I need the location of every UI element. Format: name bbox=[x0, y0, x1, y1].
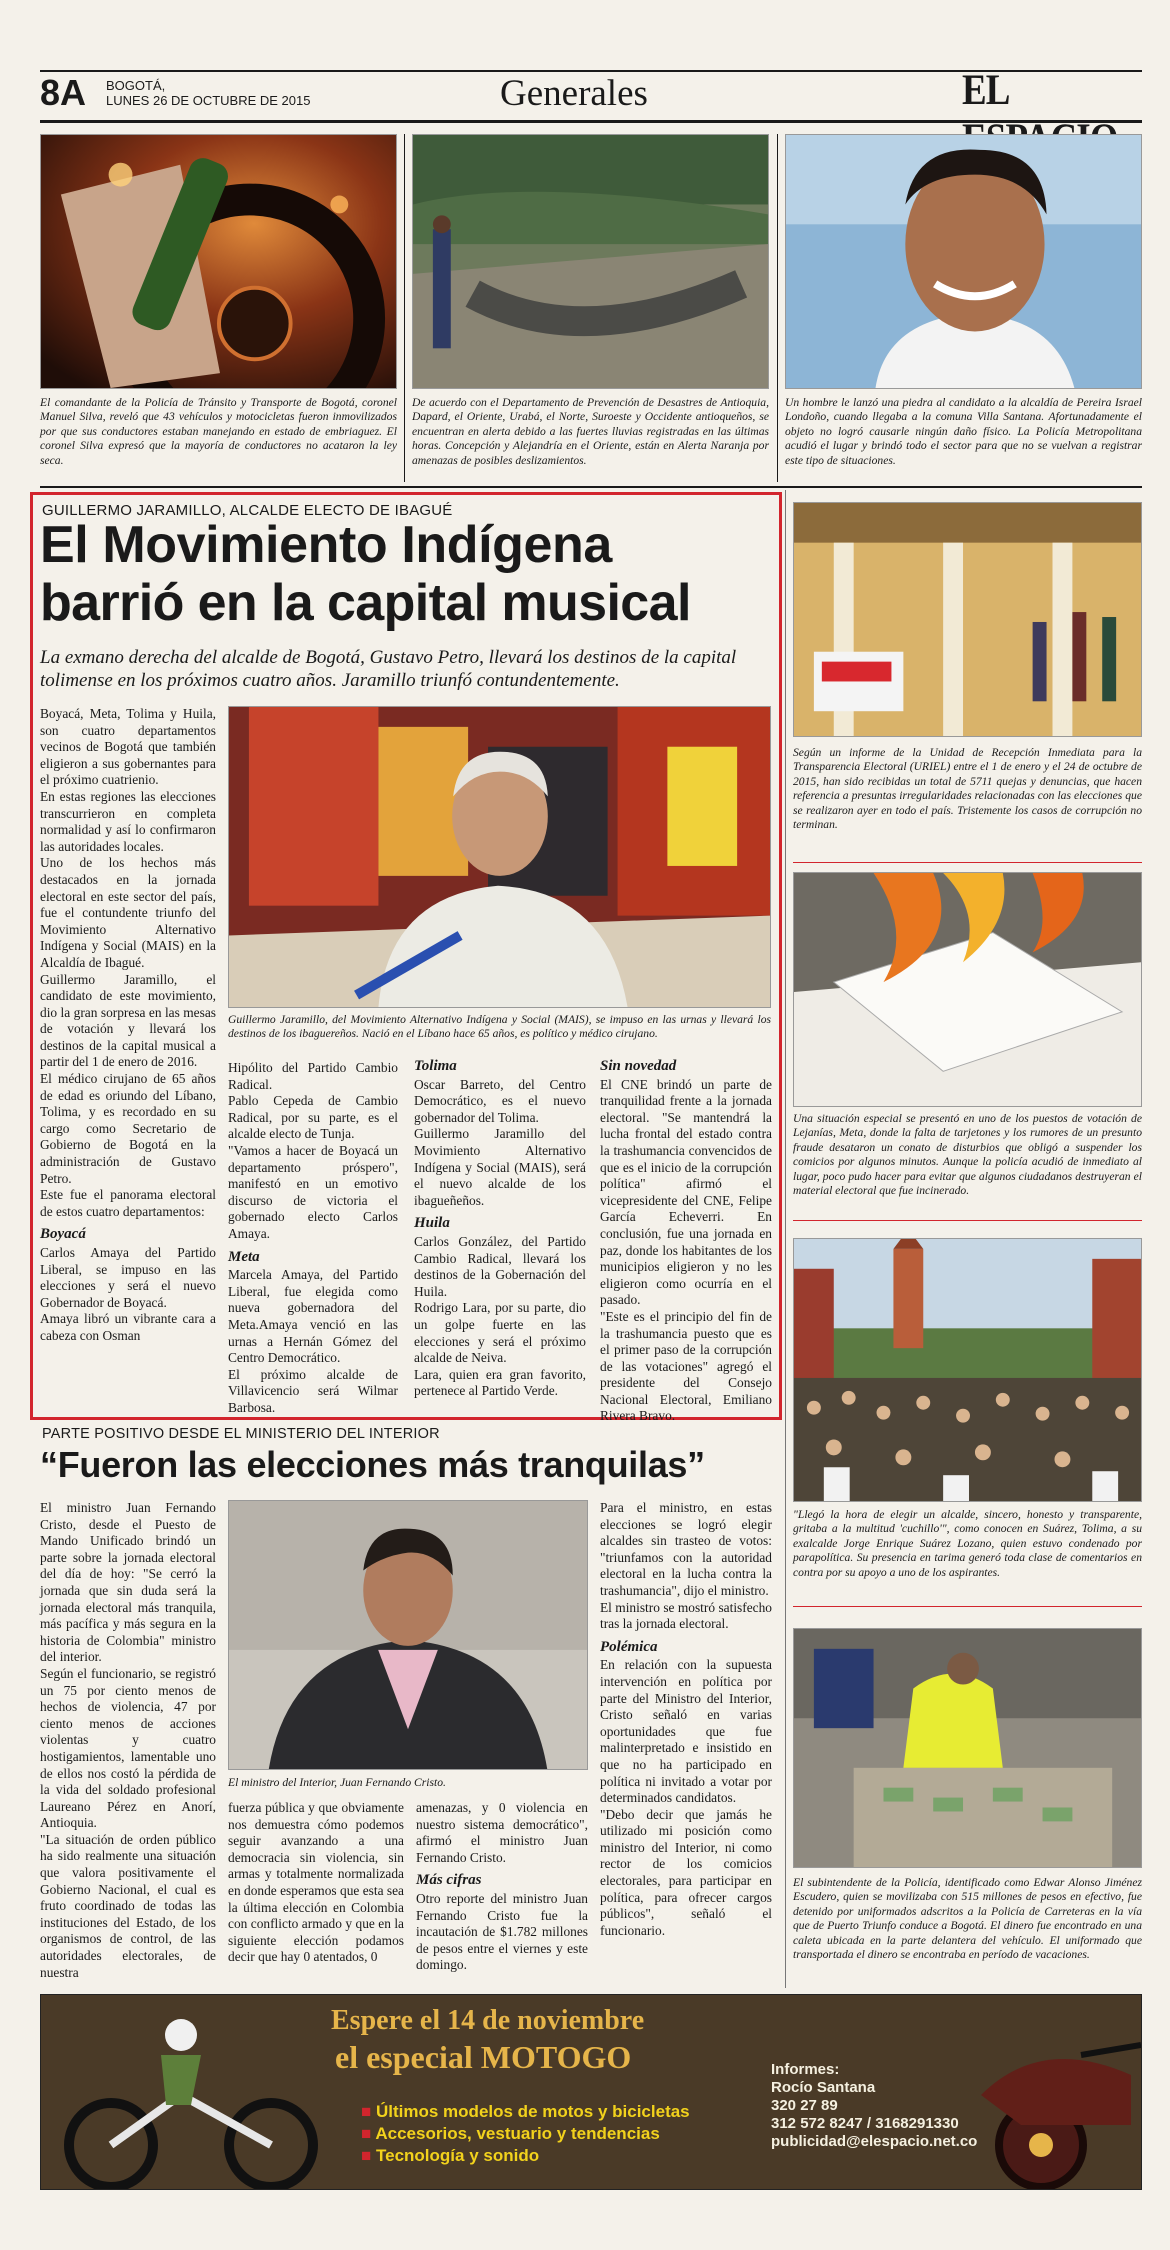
subhead-mas-cifras: Más cifras bbox=[416, 1872, 482, 1889]
paragraph: amenazas, y 0 violencia en nuestro sistema democrático", afirmó el ministro Juan Fernando Cristo. bbox=[416, 1800, 588, 1865]
article1-col3 bbox=[414, 1058, 586, 1400]
brand-logo: EL bbox=[962, 67, 1008, 114]
page-number: 8A bbox=[40, 72, 87, 113]
ad-headline-line2: el especial MOTOGO bbox=[335, 2039, 632, 2075]
paragraph: Boyacá, Meta, Tolima y Huila, son cuatro departamentos vecinos de Bogotá que también eligieron a sus gobernantes para el próximo cuatrienio. bbox=[40, 706, 216, 788]
subhead-polemica: Polémica bbox=[600, 1638, 658, 1655]
paragraph: El médico cirujano de 65 años de edad es oriundo del Líbano, Tolima, y es recordado en su cargo como Secretario de Gobierno de Bogotá en la administración de Gustavo Petro. bbox=[40, 1071, 216, 1186]
paragraph: El ministro Juan Fernando Cristo, desde el Puesto de Mando Unificado brindó un parte sobre la jornada electoral del día de hoy: "Se cerró la jornada que sin duda será la jornada electoral más tranquila, más pacífica y más segura en la historia de Colombia" ministro del interior. bbox=[40, 1500, 216, 1665]
article2-headline: “Fueron las elecciones más tranquilas” bbox=[40, 1444, 705, 1485]
photo-rain-landslide bbox=[412, 134, 769, 389]
paragraph: "Vamos a hacer de Boyacá un departamento próspero", manifestó en un emotivo discurso de victoria el gobernado electo Carlos Amaya. bbox=[228, 1142, 398, 1241]
photo-polling-station bbox=[793, 502, 1142, 737]
paragraph: Para el ministro, en estas elecciones se logró elegir alcaldes sin trasteo de votos: "triunfamos con la autoridad electoral en la lucha contra la trashumancia", dijo el ministro. bbox=[600, 1500, 772, 1598]
section-title: Generales bbox=[500, 73, 648, 114]
photo-candidate-londono bbox=[785, 134, 1142, 389]
ad-phone: 312 572 8247 / 3168291330 bbox=[771, 2115, 959, 2132]
ad-bullets bbox=[361, 2101, 690, 2167]
article1-kicker: GUILLERMO JARAMILLO, ALCALDE ELECTO DE IBAGUÉ bbox=[42, 502, 453, 519]
ad-bullet: ■ Tecnología y sonido bbox=[361, 2146, 540, 2165]
sidebar-caption-1: Según un informe de la Unidad de Recepción Inmediata para la Transparencia Electoral (URIEL) entre el 1 de enero y el 24 de octubre de 2015, han sido recibidas un total de 5711 quejas y denuncias, que hacen referencia a presuntas irregularidades relacionadas con las elecciones que se realizaron ayer en todo el país. Tristemente los casos de corrupción no terminan. bbox=[793, 746, 1142, 832]
paragraph: Guillermo Jaramillo, el candidato de este movimiento, dio la gran sorpresa en las mesas de votación y llevará los destinos de la capital musical a partir del 1 de enero de 2016. bbox=[40, 971, 216, 1070]
paragraph: Pablo Cepeda de Cambio Radical, por su parte, es el alcalde electo de Tunja. bbox=[228, 1093, 398, 1142]
paragraph: Lara, quien era gran favorito, pertenece al Partido Verde. bbox=[414, 1366, 586, 1399]
paragraph: Uno de los hechos más destacados en la jornada electoral en este sector del país, fue el contundente triunfo del Movimiento Alternativo Indígena y Social (MAIS) en la Alcaldía de Ibagué. bbox=[40, 855, 216, 970]
ad-headline-line1: Espere el 14 de noviembre bbox=[331, 2005, 645, 2036]
subhead-meta: Meta bbox=[228, 1248, 260, 1265]
paragraph: Rodrigo Lara, por su parte, dio un golpe fuerte en las elecciones y será el próximo alcalde de Neiva. bbox=[414, 1300, 586, 1366]
article1-headline-line1: El Movimiento Indígena bbox=[40, 516, 612, 574]
photo-burning-ballots bbox=[793, 872, 1142, 1107]
paragraph: El ministro se mostró satisfecho tras la jornada electoral. bbox=[600, 1599, 772, 1632]
ad-bullet: ■ Últimos modelos de motos y bicicletas bbox=[361, 2102, 690, 2121]
paragraph: "Debo decir que jamás he utilizado mi posición como ministro del Interior, ni como rector de los comicios electorales, para participar en política, para ofrecer cargos públicos", señaló el funcionario. bbox=[600, 1806, 772, 1938]
paragraph: Este fue el panorama electoral de estos cuatro departamentos: bbox=[40, 1187, 216, 1219]
article1-col1 bbox=[40, 706, 216, 1345]
subhead-huila: Huila bbox=[414, 1215, 450, 1232]
motogo-ad bbox=[40, 1994, 1142, 2190]
paragraph: Oscar Barreto, del Centro Democrático, es el nuevo gobernador del Tolima. bbox=[414, 1076, 586, 1125]
photo-guillermo-jaramillo bbox=[228, 706, 771, 1008]
paragraph: Amaya libró un vibrante cara a cabeza con Osman bbox=[40, 1311, 216, 1343]
paragraph: "La situación de orden público ha sido realmente una situación que valora positivamente el Gobierno Nacional, el cual es fruto coordinado de todas las instituciones del Estado, de los organismos de control, de las autoridades electorales, de nuestra bbox=[40, 1831, 216, 1980]
top-caption-3: Un hombre le lanzó una piedra al candidato a la alcaldía de Pereira Israel Londoño, cuando llegaba a la comuna Villa Santana. Afortunadamente el objeto no logró causarle ningún daño físico. La Policía Metropolitana acudió el lugar y brindó todo el sector para que no se vuelvan a registrar este tipo de situaciones. bbox=[785, 396, 1142, 467]
ad-email: publicidad@elespacio.net.co bbox=[771, 2133, 978, 2150]
dateline bbox=[106, 78, 310, 108]
ad-bullet: ■ Accesorios, vestuario y tendencias bbox=[361, 2124, 660, 2143]
top-caption-2: De acuerdo con el Departamento de Prevención de Desastres de Antioquia, Dapard, el Oriente, Urabá, el Norte, Suroeste y Occidente antioqueños, se encuentran en alerta debido a las fuertes lluvias registradas en las últimas horas. Concepción y Alejandría en el Oriente, están en Alerta Naranja por amenazas de posibles deslizamientos. bbox=[412, 396, 769, 467]
article2-kicker: PARTE POSITIVO DESDE EL MINISTERIO DEL INTERIOR bbox=[42, 1426, 440, 1442]
article2-col3 bbox=[416, 1800, 588, 1974]
subhead-boyaca: Boyacá bbox=[40, 1226, 86, 1243]
article2-col2 bbox=[228, 1800, 404, 1966]
photo-police-money bbox=[793, 1628, 1142, 1868]
paragraph: Según el funcionario, se registró un 75 por ciento menos de hechos de violencia, 47 por ciento menos de acciones violentas y cuatro hostigamientos, lamentable uno de ellos nos costó la pérdida de la vida del soldado profesional Laureano Pérez en Anorí, Antioquia. bbox=[40, 1665, 216, 1831]
article1-col2 bbox=[228, 1060, 398, 1416]
ad-contact bbox=[771, 2061, 977, 2151]
photo-minister-cristo bbox=[228, 1500, 588, 1770]
article1-deck: La exmano derecha del alcalde de Bogotá, Gustavo Petro, llevará los destinos de la capital tolimense en los próximos cuatro años. Jaramillo triunfó contundentemente. bbox=[40, 647, 737, 691]
article1-col4 bbox=[600, 1058, 772, 1425]
paragraph: El CNE brindó un parte de tranquilidad frente a la jornada electoral. "Se mantendrá la lucha frontal del estado contra la trashumancia convencidos de que es el inicio de la corrupción política" afirmó el vicepresidente del CNE, Felipe García Echeverri. En conclusión, fue una jornada en paz, donde los habitantes de los municipios eligieron y no les eligieron como ocurría en el pasado. bbox=[600, 1076, 772, 1308]
article1-photo-caption: Guillermo Jaramillo, del Movimiento Alternativo Indígena y Social (MAIS), se impuso en las urnas y llevará los destinos de los ibaguereños. Nació en el Líbano hace 65 años, es político y médico cirujano. bbox=[228, 1013, 771, 1041]
ad-contact-name: Rocío Santana bbox=[771, 2079, 876, 2096]
top-caption-1: El comandante de la Policía de Tránsito y Transporte de Bogotá, coronel Manuel Silva, reveló que 43 vehículos y motocicletas fueron inmovilizados por que sus conductores estaban manejando en estado de embriaguez. El coronel Silva expresó que la mayoría de conductores no acataron la ley seca. bbox=[40, 396, 397, 467]
paragraph: Marcela Amaya, del Partido Liberal, fue elegida como nueva gobernadora del Meta.Amaya venció en las urnas a Hernán Gómez del Centro Democrático. bbox=[228, 1267, 398, 1366]
dateline-city: BOGOTÁ, bbox=[106, 78, 166, 93]
paragraph: En relación con la supuesta intervención en política por parte del Ministro del Interior, Cristo señaló en varias oportunidades que fue malinterpretado e insistido en que no ha participado en política ni invitado a votar por determinados candidatos. bbox=[600, 1657, 772, 1806]
paragraph: "Este es el principio del fin de la trashumancia puesto que es el primer paso de la corrupción de las votaciones" agregó el presidente del Consejo Nacional Electoral, Emiliano Rivera Bravo. bbox=[600, 1308, 772, 1424]
paragraph: Carlos González, del Partido Cambio Radical, llevará los destinos de la Gobernación del Huila. bbox=[414, 1233, 586, 1299]
subhead-sin-novedad: Sin novedad bbox=[600, 1058, 677, 1074]
paragraph: El próximo alcalde de Villavicencio será Wilmar Barbosa. bbox=[228, 1366, 398, 1415]
dateline-date: LUNES 26 DE OCTUBRE DE 2015 bbox=[106, 93, 311, 108]
photo-crowd-rally bbox=[793, 1238, 1142, 1502]
paragraph: Hipólito del Partido Cambio Radical. bbox=[228, 1060, 398, 1092]
ad-contact-label: Informes: bbox=[771, 2061, 840, 2078]
subhead-tolima: Tolima bbox=[414, 1058, 457, 1074]
sidebar-caption-4: El subintendente de la Policía, identificado como Edwar Alonso Jiménez Escudero, quien se movilizaba con 515 millones de pesos en efectivo, fue detenido por uniformados adscritos a la Policía de Carreteras en la vía que de Puerto Triunfo conduce a Bogotá. El dinero fue encontrado en una caleta ubicada en la parte delantera del vehículo. El uniformado que transportada el dinero se encontraba en período de vacaciones. bbox=[793, 1876, 1142, 1962]
paragraph: fuerza pública y que obviamente nos demuestra cómo podemos seguir avanzando a una democracia sin violencia, sin armas y totalmente normalizada en donde esperamos que esta sea la última elección en Colombia con conflicto armado y que en la siguiente elección podamos decir que hay 0 atentados, 0 bbox=[228, 1800, 404, 1965]
photo-drunk-driver bbox=[40, 134, 397, 389]
paragraph: Carlos Amaya del Partido Liberal, se impuso en las elecciones y será el nuevo Gobernador de Boyacá. bbox=[40, 1245, 216, 1310]
sidebar-caption-2: Una situación especial se presentó en uno de los puestos de votación de Lejanías, Meta, donde la falta de tarjetones y los rumores de un presunto fraude desataron un conato de disturbios que obligó a suspender los comicios por algunos minutos. Aunque la policía acudió de inmediato al lugar, poco pudo hacer para evitar que algunos ciudadanos destruyeran el material electoral que fue incinerado. bbox=[793, 1112, 1142, 1198]
paragraph: Otro reporte del ministro Juan Fernando Cristo fue la incautación de $1.782 millones de pesos entre el viernes y este domingo. bbox=[416, 1890, 588, 1973]
paragraph: En estas regiones las elecciones transcurrieron en completa normalidad y así lo confirmaron las autoridades locales. bbox=[40, 788, 216, 854]
article2-photo-caption: El ministro del Interior, Juan Fernando Cristo. bbox=[228, 1776, 446, 1789]
article2-col4 bbox=[600, 1500, 772, 1939]
ad-phone: 320 27 89 bbox=[771, 2097, 838, 2114]
paragraph: Guillermo Jaramillo del Movimiento Alternativo Indígena y Social (MAIS), será el nuevo alcalde de los ibagueñeños. bbox=[414, 1126, 586, 1208]
article2-col1 bbox=[40, 1500, 216, 1981]
sidebar-caption-3: "Llegó la hora de elegir un alcalde, sincero, honesto y transparente, gritaba a la multitud 'cuchillo'", como conocen en Suárez, Tolima, a su exalcalde Jorge Enrique Suárez Lozano, quien estuvo condenado por parapolítica. Su presencia en tarima generó toda clase de comentarios en contra por su apoyo a uno de los aspirantes. bbox=[793, 1508, 1142, 1579]
article1-headline-line2: barrió en la capital musical bbox=[40, 574, 691, 632]
